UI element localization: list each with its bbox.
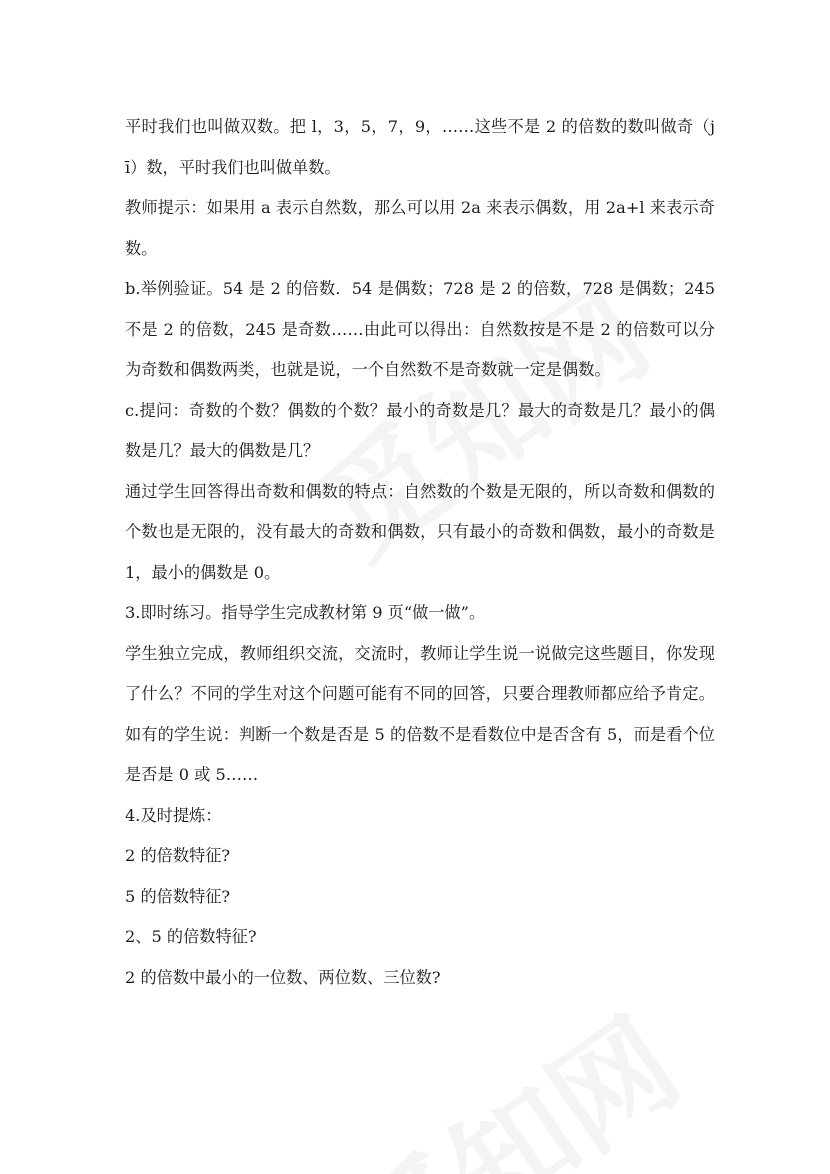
document-body	[125, 107, 715, 998]
paragraph-question-smallest: 2 的倍数中最小的一位数、两位数、三位数?	[125, 967, 441, 987]
paragraph-characteristics: 通过学生回答得出奇数和偶数的特点：自然数的个数是无限的，所以奇数和偶数的个数也是无限的，没有最大的奇数和偶数，只有最小的奇数和偶数，最小的奇数是 1，最小的偶数是 0。	[125, 481, 715, 582]
paragraph-practice-discussion: 学生独立完成，教师组织交流，交流时，教师让学生说一说做完这些题目，你发现了什么？不同的学生对这个问题可能有不同的回答，只要合理教师都应给予肯定。如有的学生说：判断一个数是否是 5 的倍数不是看数位中是否含有 5，而是看个位是否是 0 或 5……	[125, 643, 715, 784]
paragraph-question-5: 5 的倍数特征?	[125, 886, 231, 906]
paragraph-question-2: 2 的倍数特征?	[125, 846, 231, 865]
paragraph-questions: c.提问：奇数的个数？偶数的个数？最小的奇数是几？最大的奇数是几？最小的偶数是几？最大的偶数是几？	[125, 400, 715, 460]
paragraph-summary-heading: 4.及时提炼：	[125, 805, 222, 825]
paragraph-odd-even-definition: 平时我们也叫做双数。把 l，3，5，7，9，……这些不是 2 的倍数的数叫做奇（j ī）数，平时我们也叫做单数。	[125, 117, 715, 177]
paragraph-practice-heading: 3.即时练习。指导学生完成教材第 9 页“做一做”。	[125, 603, 486, 622]
paragraph-example-verification: b.举例验证。54 是 2 的倍数．54 是偶数；728 是 2 的倍数，728 是偶数；245 不是 2 的倍数，245 是奇数……由此可以得出：自然数按是不是 2 的倍数可以分为奇数和偶数两类，也就是说，一个自然数不是奇数就一定是偶数。	[125, 279, 715, 379]
paragraph-teacher-hint: 教师提示：如果用 a 表示自然数，那么可以用 2a 来表示偶数，用 2a+l 来表示奇数。	[125, 198, 715, 258]
paragraph-question-2-and-5: 2、5 的倍数特征?	[125, 927, 257, 946]
watermark	[313, 972, 707, 1174]
